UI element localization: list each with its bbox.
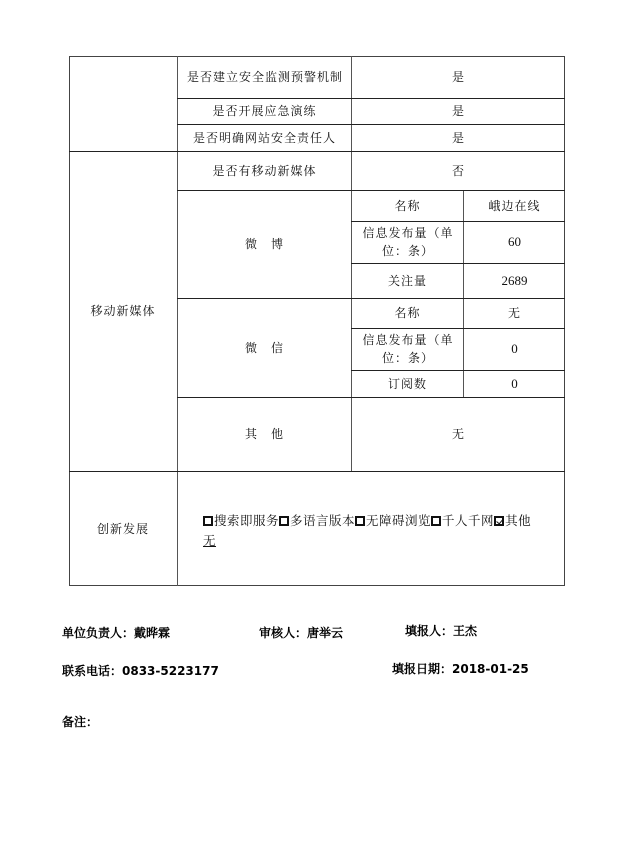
weixin-subscribers-value: 0 bbox=[511, 375, 518, 391]
report-table bbox=[69, 56, 565, 586]
contact-phone: 联系电话：0833-5223177 bbox=[62, 664, 219, 678]
option-personalized[interactable]: 千人千网 bbox=[431, 513, 494, 528]
section-label-mobile-media: 移动新媒体 bbox=[90, 304, 156, 318]
weibo-name-label: 名称 bbox=[394, 198, 421, 213]
other-media-value: 无 bbox=[451, 427, 465, 441]
has-mobile-media-value: 否 bbox=[451, 163, 465, 178]
weixin-posts-value: 0 bbox=[511, 341, 518, 356]
security-label-monitoring: 是否建立安全监测预警机制 bbox=[187, 70, 344, 84]
checkbox-icon[interactable] bbox=[431, 516, 441, 526]
option-other[interactable]: 其他 bbox=[494, 513, 531, 528]
innovation-options bbox=[203, 511, 563, 551]
filler: 填报人：王杰 bbox=[405, 624, 478, 638]
reviewer: 审核人：唐举云 bbox=[259, 626, 344, 640]
security-value-drill: 是 bbox=[451, 104, 465, 118]
checkbox-icon[interactable] bbox=[203, 516, 213, 526]
weibo-posts-label: 信息发布量（单位：条） bbox=[362, 226, 454, 258]
other-media-label: 其 他 bbox=[244, 427, 284, 441]
weixin-name-label: 名称 bbox=[394, 306, 421, 320]
section-label-innovation: 创新发展 bbox=[96, 521, 149, 536]
security-value-responsible: 是 bbox=[451, 130, 465, 145]
weixin-subscribers-label: 订阅数 bbox=[387, 376, 427, 391]
security-value-monitoring: 是 bbox=[451, 70, 465, 84]
option-multilingual[interactable]: 多语言版本 bbox=[279, 513, 355, 528]
weibo-followers-label: 关注量 bbox=[387, 273, 427, 288]
weibo-followers-value: 2689 bbox=[501, 272, 528, 288]
weixin-name-value: 无 bbox=[507, 306, 521, 320]
weibo-posts-value: 60 bbox=[508, 234, 521, 249]
checkbox-checked-icon[interactable] bbox=[494, 516, 504, 526]
security-label-responsible: 是否明确网站安全责任人 bbox=[192, 130, 336, 145]
has-mobile-media-label: 是否有移动新媒体 bbox=[212, 163, 317, 178]
weixin-posts-label: 信息发布量（单位：条） bbox=[362, 333, 454, 365]
option-accessibility[interactable]: 无障碍浏览 bbox=[355, 513, 431, 528]
fill-date: 填报日期：2018-01-25 bbox=[392, 662, 529, 676]
weibo-label: 微 博 bbox=[244, 237, 284, 251]
unit-head: 单位负责人：戴晔霖 bbox=[62, 626, 171, 640]
option-search-service[interactable]: 搜索即服务 bbox=[203, 513, 279, 528]
weixin-label: 微 信 bbox=[244, 340, 284, 355]
innovation-other-text: 无 bbox=[203, 533, 217, 548]
checkbox-icon[interactable] bbox=[279, 516, 289, 526]
weibo-name-value: 峨边在线 bbox=[488, 198, 541, 213]
remark: 备注： bbox=[62, 715, 99, 729]
checkbox-icon[interactable] bbox=[355, 516, 365, 526]
security-label-drill: 是否开展应急演练 bbox=[212, 104, 317, 118]
